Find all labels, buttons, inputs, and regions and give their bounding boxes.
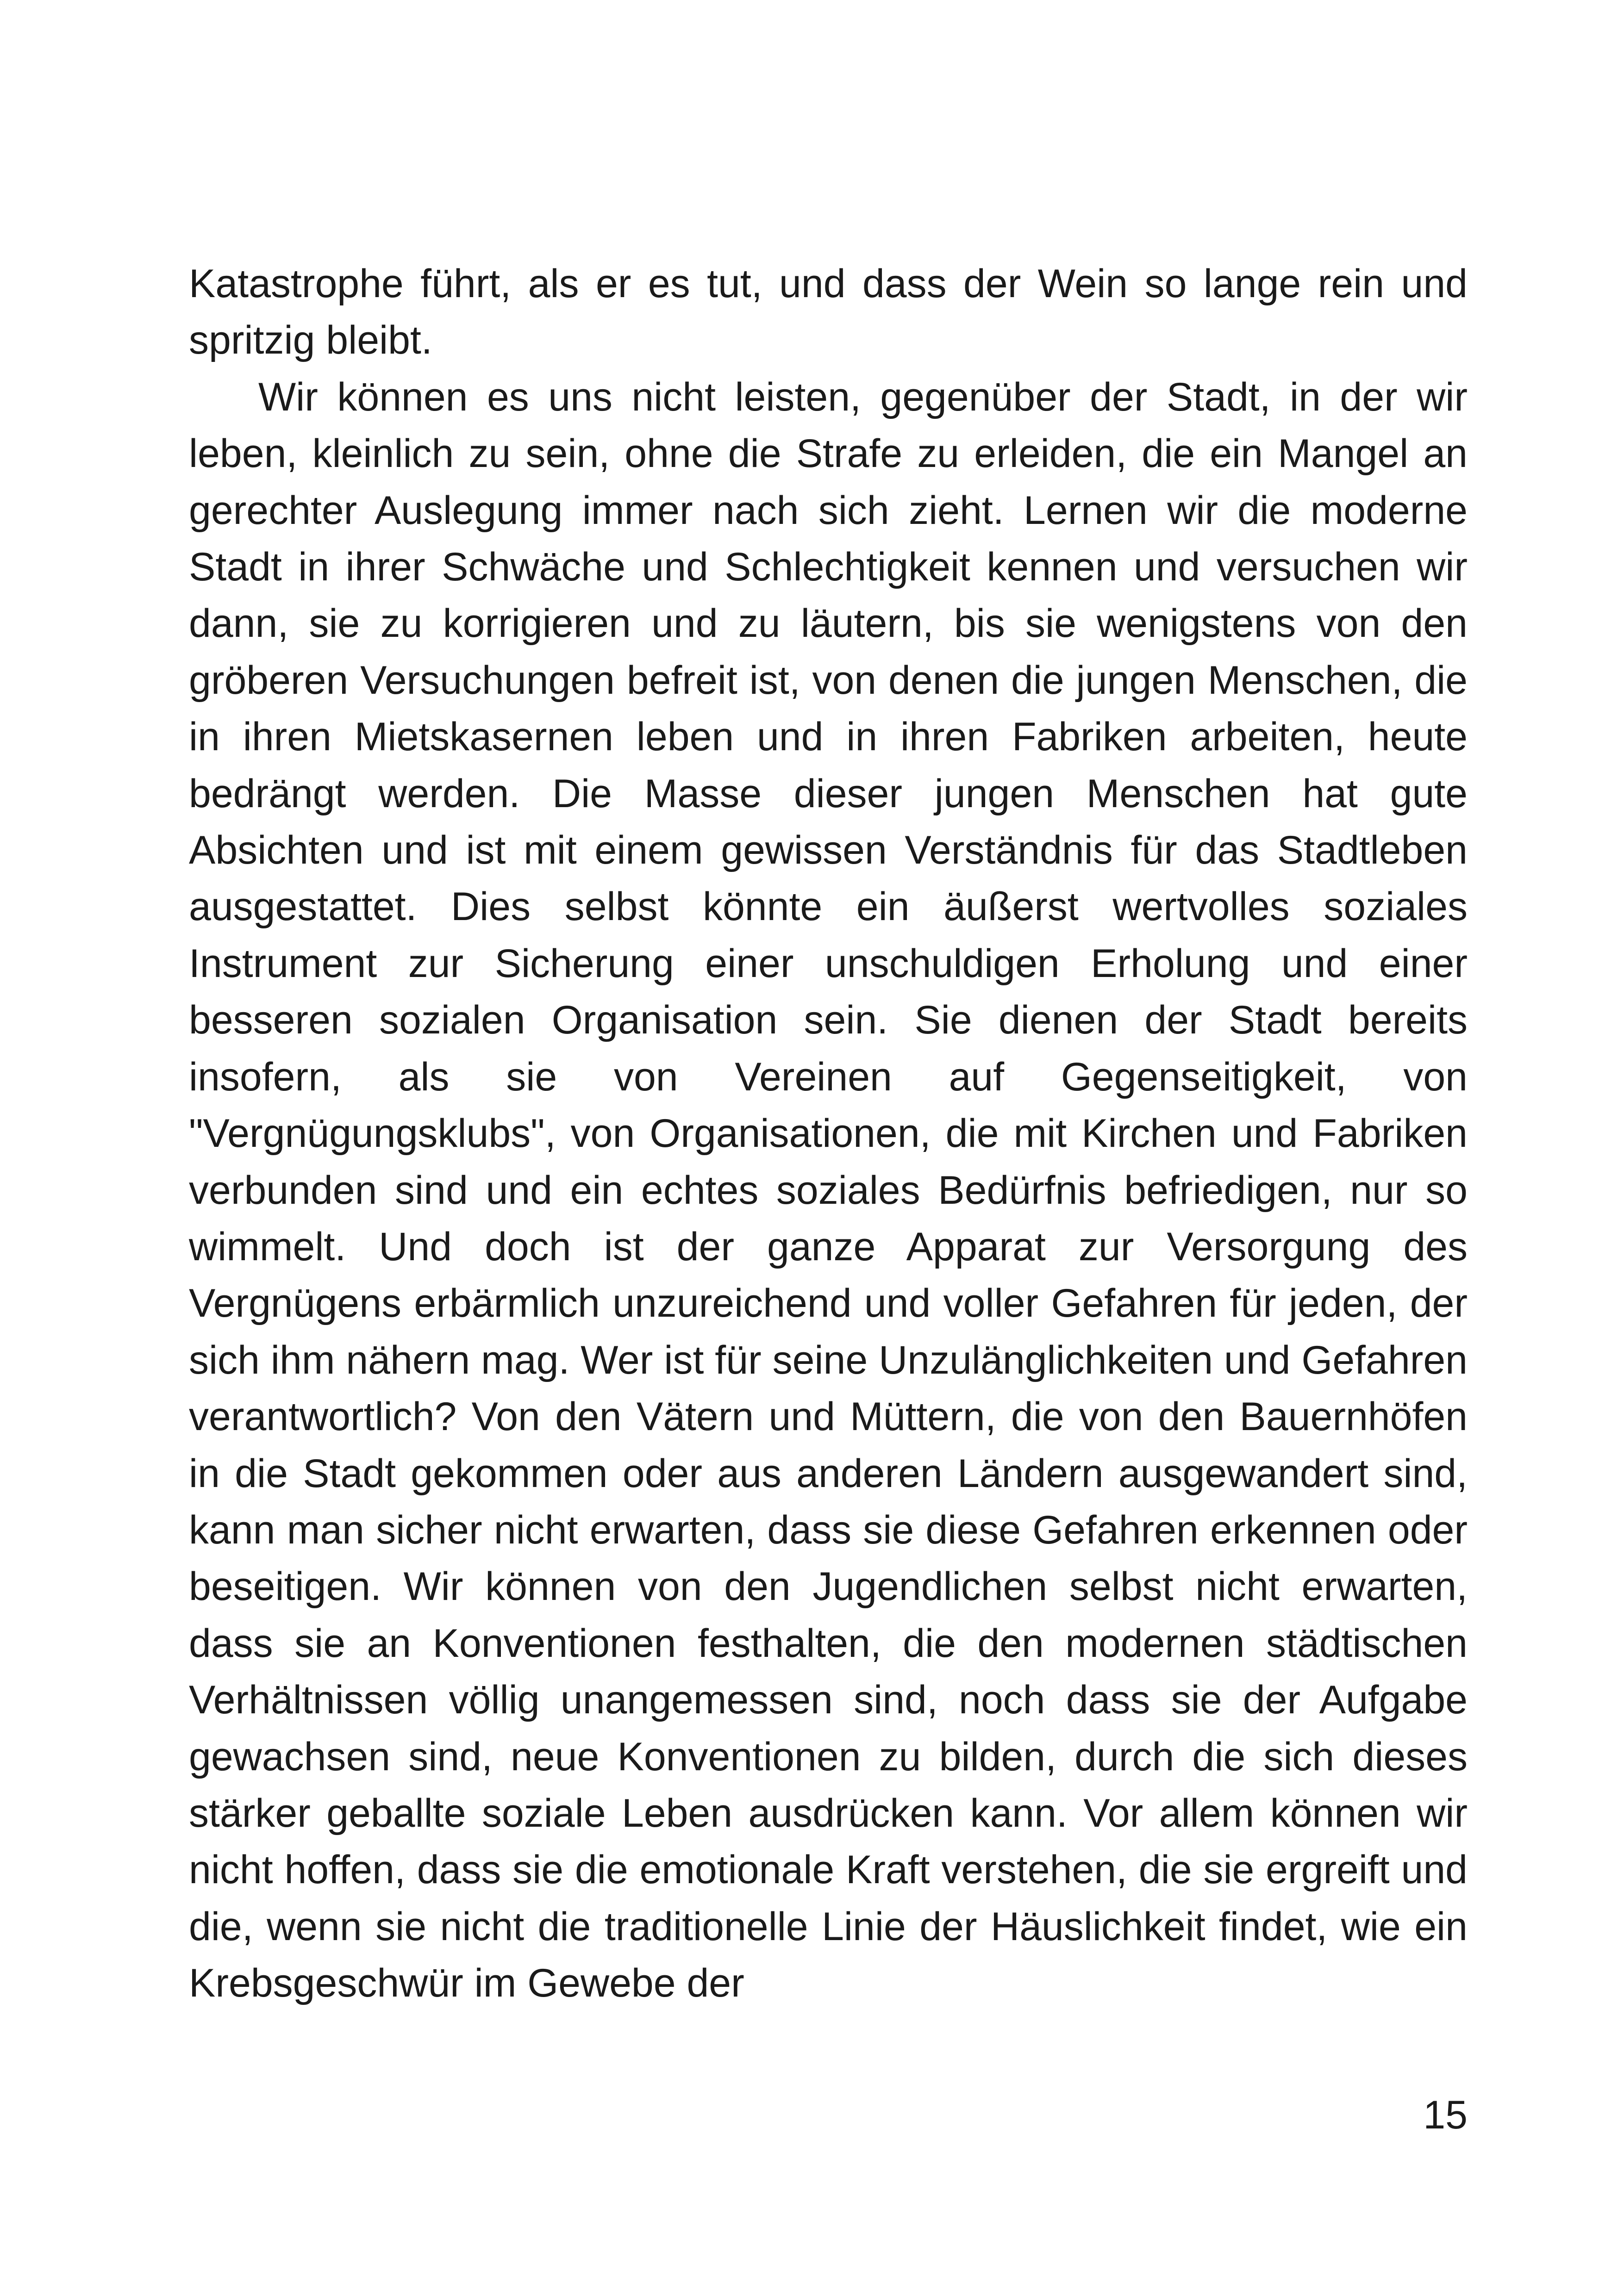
body-text bbox=[189, 255, 1468, 2012]
page-number: 15 bbox=[1423, 2093, 1468, 2137]
paragraph: Wir können es uns nicht leisten, gegenüber der Stadt, in der wir leben, kleinlich zu sein, ohne die Strafe zu erleiden, die ein Mangel an gerechter Auslegung immer nach sich zieht. Lernen wir die moderne Stadt in ihrer Schwäche und Schlechtigkeit kennen und versuchen wir dann, sie zu korrigieren und zu läutern, bis sie wenigstens von den gröberen Versuchungen befreit ist, von denen die jungen Menschen, die in ihren Mietskasernen leben und in ihren Fabriken arbeiten, heute bedrängt werden. Die Masse dieser jungen Menschen hat gute Absichten und ist mit einem gewissen Verständnis für das Stadtleben ausgestattet. Dies selbst könnte ein äußerst wertvolles soziales Instrument zur Sicherung einer unschuldigen Erholung und einer besseren sozialen Organisation sein. Sie dienen der Stadt bereits insofern, als sie von Vereinen auf Gegenseitigkeit, von "Vergnügungsklubs", von Organisationen, die mit Kirchen und Fabriken verbunden sind und ein echtes soziales Bedürfnis befriedigen, nur so wimmelt. Und doch ist der ganze Apparat zur Versorgung des Vergnügens erbärmlich unzureichend und voller Gefahren für jeden, der sich ihm nähern mag. Wer ist für seine Unzulänglichkeiten und Gefahren verantwortlich? Von den Vätern und Müttern, die von den Bauernhöfen in die Stadt gekommen oder aus anderen Ländern ausgewandert sind, kann man sicher nicht erwarten, dass sie diese Gefahren erkennen oder beseitigen. Wir können von den Jugendlichen selbst nicht erwarten, dass sie an Konventionen festhalten, die den modernen städtischen Verhältnissen völlig unangemessen sind, noch dass sie der Aufgabe gewachsen sind, neue Konventionen zu bilden, durch die sich dieses stärker geballte soziale Leben ausdrücken kann. Vor allem können wir nicht hoffen, dass sie die emotionale Kraft verstehen, die sie ergreift und die, wenn sie nicht die traditionelle Linie der Häuslichkeit findet, wie ein Krebsgeschwür im Gewebe der bbox=[189, 374, 1468, 2006]
paragraph-continuation: Katastrophe führt, als er es tut, und dass der Wein so lange rein und spritzig bleibt. bbox=[189, 261, 1468, 363]
